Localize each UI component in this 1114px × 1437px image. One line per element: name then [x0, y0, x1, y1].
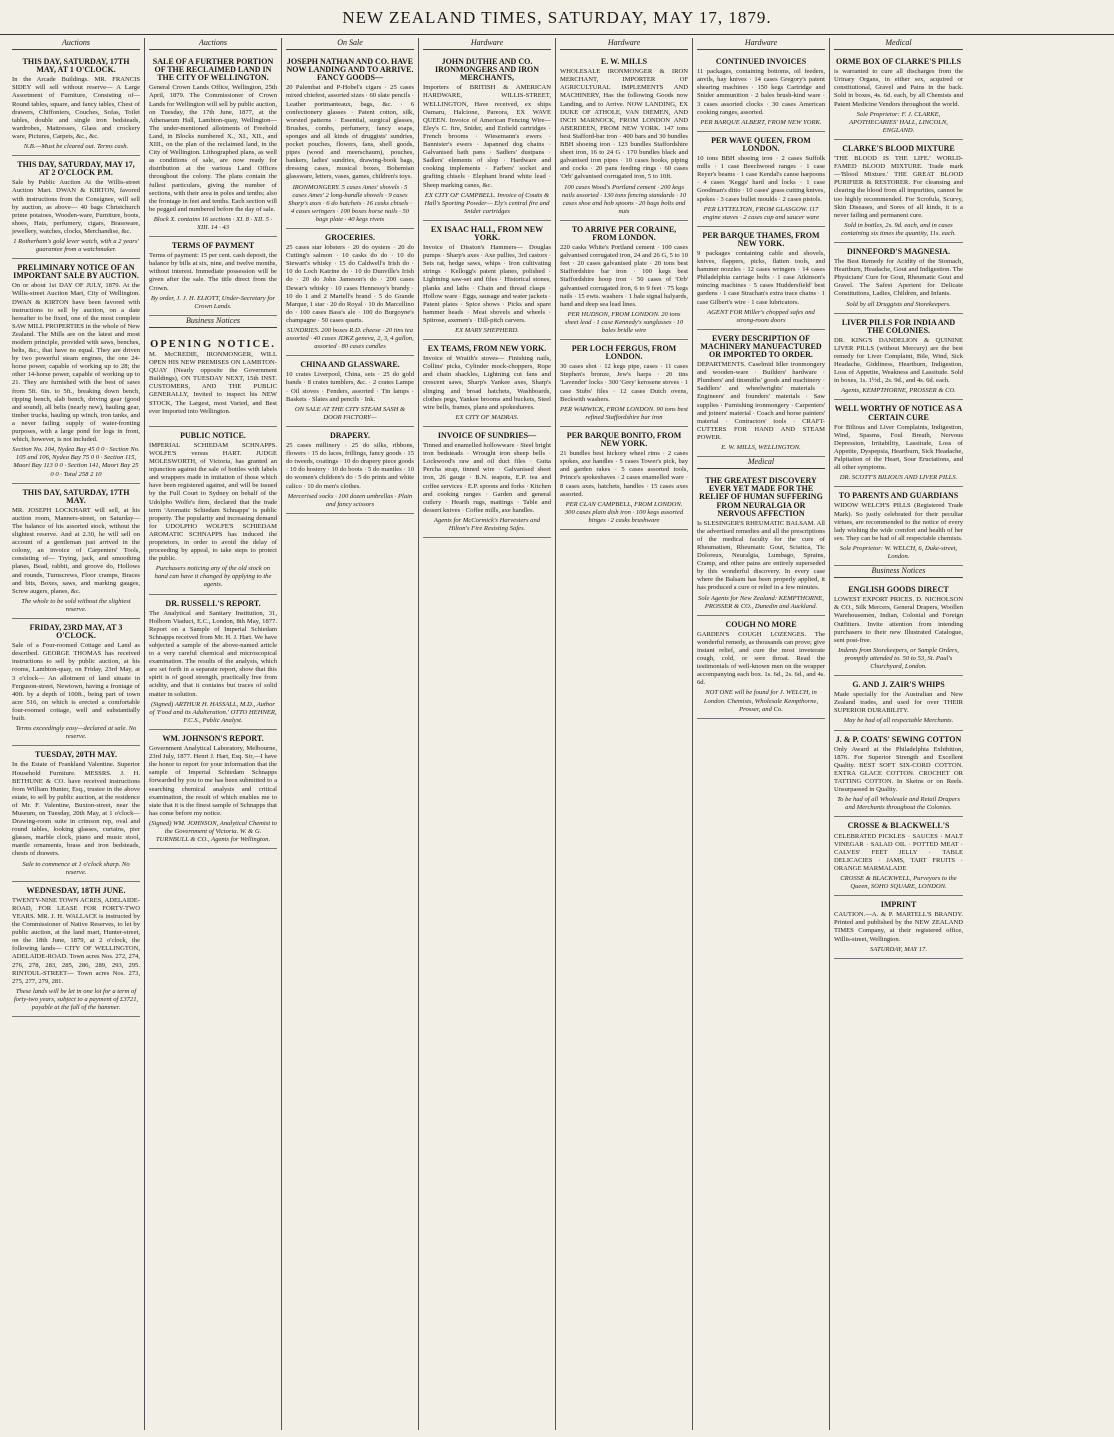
column-heading: Auctions [149, 38, 277, 50]
ad-title: EX TEAMS, FROM NEW YORK. [427, 344, 547, 354]
ad-body: Invoice of Disston's Hammers— Douglas pumps · Sharp's axes · Axe pullies, 3rd castors · Sets rat, hedge saws, whips · Iron cultivating strings · Kellogg's patent planes, polished · Lightning saw-set and files · Historical stones, planks and laths · Chain and thread clasps · Hollow ware · Eggs, sausage and water jackets · Patent plates · Spice shows · Picks and spare hammer heads · Meat shovels and wheels · Spitrose, axemen's · Dill-pitch carvers. [423, 244, 551, 324]
ad-title: DR. RUSSELL'S REPORT. [165, 598, 261, 608]
ad-footnote: Sole Proprietor: W. WELCH, 6, Duke-street, London. [839, 544, 958, 560]
ad-footnote: PER WARWICK, FROM LONDON. 90 tons best refined Staffordshire bar iron [560, 405, 688, 421]
column-heading: Medical [697, 457, 825, 469]
ad-body: CELEBRATED PICKLES · SAUCES · MALT VINEGAR · SALAD OIL · POTTED MEAT · CALVES' FEET JELLY · TABLE DELICACIES · JAMS, TART FRUITS · ORANGE MARMALADE [834, 832, 963, 872]
advertisement [423, 221, 551, 340]
advertisement [286, 427, 414, 514]
ad-footnote: Sale to commence at 1 o'clock sharp. No reserve. [22, 860, 130, 876]
column-7 [830, 38, 967, 1430]
advertisement [834, 243, 963, 314]
ad-body: TWENTY-NINE TOWN ACRES, ADELAIDE-ROAD, FOR LEASE FOR FORTY-TWO YEARS. MR. J. H. WALLACE is instructed by the Commissioner of Native Reserves, to let by public auction, at the land mart, Hunter-street, on the 18th June, 1879, at 2 o'clock, the following lands— CITY OF WELLINGTON, ADELAIDE-ROAD. Town acres Nos. 272, 274, 276, 278, 283, 285, 286, 289, 293, 295. RINTOUL-STREET— Town acres Nos. 273, 275, 277, 279, 281. [12, 896, 140, 985]
ad-footnote: IRONMONGERY. 5 cases Ames' shovels · 5 cases Ames' 2 long-handle shovels · 9 cases Sharp's axes · 6 do hatchets · 16 casks chisels · 4 cases wringers · 100 boxes horse nails · 50 bags plate · 40 kegs rivets [288, 183, 412, 223]
column-5 [556, 38, 693, 1430]
ad-body: 25 cases star lobsters · 20 do oysters · 20 do Cutting's salmon · 10 casks do do · 10 do Stewart's whisky · 15 do Caldwell's Irish do · 10 do Loch Katrine do · 10 do Dunville's Irish do · 20 do John Jameson's do · 200 cases Dewar's whisky · 10 cases Hennessy's brandy · 10 do 1 and 2 Martell's brand · 5 do Grande Marque, 1 star · 20 do Royal · 10 do Marcellino do · 100 cases Bass's ale · 100 do Burgoyne's champagne · 50 cases quarts. [286, 244, 414, 324]
ad-footnote: E. W. MILLS, WELLINGTON. [721, 444, 801, 452]
ad-footnote: PER HUDSON, FROM LONDON. 20 tons sheet lead · 1 case Kennedy's sunglasses · 10 bales bridle wire [564, 310, 684, 334]
advertisement [12, 156, 140, 259]
ad-title: TO ARRIVE PER CORAINE, FROM LONDON. [571, 224, 677, 242]
advertisement [12, 746, 140, 881]
column-heading: Business Notices [149, 316, 277, 328]
ad-title: JOHN DUTHIE AND CO. IRONMONGERS AND IRON MERCHANTS, [434, 57, 539, 83]
ad-body: M. McCREDIE, IRONMONGER, WILL OPEN HIS NEW PREMISES ON LAMBTON-QUAY (Nearly opposite the Government Buildings), ON TUESDAY NEXT, 15th INST. CUSTOMERS, AND THE PUBLIC GENERALLY, Invited to inspect his NEW STOCK, The Largest, most Varied, and Best ever Imported into Wellington. [149, 351, 277, 415]
ad-title: PER LOCH FERGUS, FROM LONDON. [571, 344, 677, 362]
ad-body: Made specially for the Australian and New Zealand trades, and used for over THEIR SUPERIOR DURABILITY. [834, 691, 963, 715]
advertisement [423, 427, 551, 538]
ad-body: 11 packages, containing bottoms, oil feeders, anvils, hay knives · 14 cases Gregory's patent shearing machines · 150 kegs Cartridge and Snider ammunition · 2 bales brush-kind ware · 3 cases assorted clocks · 30 cases American cooking ranges, assorted. [697, 68, 825, 116]
ad-body: 220 casks White's Portland cement · 100 cases galvanised corrugated iron, 24 and 26 G, 5 to 10 feet · 20 cases galvanised plate · 20 tons best Staffordshire bar iron · 100 kegs best Staffordshire hoop iron · 50 cases of 'Orb' galvanised corrugated iron, 6 to 9 feet · 75 kegs nails · 15 ewts. washers · 1 bale signal halyards, hand and deep sea lead lines. [560, 244, 688, 308]
ad-footnote: Sold in bottles, 2s. 9d. each, and in cases containing six times the quantity, 11s. each. [841, 221, 956, 237]
advertisement [12, 484, 140, 619]
advertisement [697, 472, 825, 616]
ad-footnote: Terms exceedingly easy—declared at sale. No reserve. [15, 725, 137, 741]
ad-title: TERMS OF PAYMENT [171, 241, 255, 251]
ad-title: JOSEPH NATHAN AND CO. HAVE NOW LANDING AND TO ARRIVE. FANCY GOODS— [286, 57, 414, 83]
ad-body: WHOLESALE IRONMONGER & IRON MERCHANT, IMPORTER OF AGRICULTURAL IMPLEMENTS AND MACHINERY, Has the following Goods now Landing, and to Arrive. NOW LANDING, EX DUKE OF ATHOLE, VAN DIEMEN, AND INCH MARNOCK, FROM LONDON AND ABERDEEN, FROM NEW YORK. 147 tons best Stafford-bar iron · 400 bars and 30 bundles BBH shoeing iron · 123 bundles Staffordshire sheet iron, 16 to 24 G · 170 bundles black and galvanised iron pipes · 10 cases hooks, piping and cocks · 20 pans feeding rings · 60 cases 'Orb' galvanised corrugated iron, 5 to 10ft. [560, 68, 688, 181]
advertisement [286, 356, 414, 427]
column-heading: Hardware [423, 38, 551, 50]
ad-title: OPENING NOTICE. [150, 338, 276, 350]
ad-footnote: Indents from Storekeepers, or Sample Orders, promptly attended to. 50 to 53, St. Paul's Churchyard, London. [838, 646, 959, 670]
column-heading: Hardware [697, 38, 825, 50]
advertisement [12, 619, 140, 746]
ad-title: THIS DAY, SATURDAY, 17TH MAY, AT 1 O'CLOCK. [22, 57, 130, 75]
ad-body: 30 cases shot · 12 kegs pipe, cases · 11 cases Stephen's bronze, Jew's harps · 20 tins 'Lavender' locks · 300 'Grey' kerosene stoves · 1 case Stubs' files · 12 cases Dutch ovens, Beckwith washers. [560, 363, 688, 403]
ad-footnote: 1 Rotherham's gold lever watch, with a 2 years' guarantee from a watchmaker. [13, 237, 139, 254]
advertisement [12, 882, 140, 1017]
ad-title: EX ISAAC HALL, FROM NEW YORK. [430, 224, 544, 242]
ad-body: DEPARTMENTS. Caselmid Idler ironmongery and wooden-ware · Builders' hardware · Plumbers' and tinsmiths' goods and machinery · Saddlers' and wheelwrights' materials · Engineers' and founders' materials · Saw supplies · Furnishing ironmongery · Carpenters' and joiners' material · Coach and horse painters' material · Contractors' tools · CRAFT-CUTTERS FOR HAND AND STEAM POWER. [697, 361, 825, 441]
advertisement [12, 53, 140, 156]
ad-body: On or about 1st DAY OF JULY, 1879. At the Willis-street Auction Mart, City of Wellington. DWAN & KIRTON have been favored with instructions to sell by auction, on a date hereafter to be fixed, one of the most complete SAW MILL PROPERTIES in the whole of New Zealand. The Mills are on the latest and most modern principle, provided with saws, benches, belts, &c., that have no equal. They are driven by two powerful steam engines, the one 24-horse power, capable of working up to 28; the other 14-horse power, capable of working up to 21. They are furnished with the best of saws from 5ft. 6in. to 5ft., breaking down bench, ripping bench, slab bench, driving gear (good and sound), all belts (nearly new), hauling gear, timber trucks, hauling up winch, iron tanks, and a never failing supply of water-fronting purposes, with a large pond for logs in front, which, however, is not included. [12, 282, 140, 444]
column-heading: Business Notices [834, 566, 963, 578]
ad-footnote: (Signed) WM. JOHNSON, Analytical Chemist to the Government of Victoria. W. & G. TURNBULL & CO., Agents for Wellington. [149, 819, 277, 844]
ad-body: Importers of BRITISH & AMERICAN HARDWARE, WILLIS-STREET, WELLINGTON, Have received, ex ships Oamaru, Halcione, Pareora, EX WAVE QUEEN. Invoice of American Fencing Wire— Eley's C. fire, Snider, and Enfield cartridges · French brooms · Wiesemann's ewers · Bannister's ewers · Japanned dog chains · Galvanised bath pans · Sadlers' dustpans · Sadlers' elements of slop · Hardware and cooking implements · Farbers' socket and grafting chisels · Elephant brand white lead · Sheep marking canes, &c. [423, 84, 551, 189]
advertisement [286, 53, 414, 229]
ad-body: MR. JOSEPH LOCKHART will sell, at his auction room, Manners-street, on Saturday— The balance of his assorted stock, without the slightest reserve. And at 2.30, he will sell on account of a gentleman just arrived in the colony, an invoice of Carpenters' Tools, consisting of— Trying, jack, and smoothing planes, Bead, rabbit, and groove do, Hollows and rounds, Turnscrews, Floor cramps, Braces and bits, Boxes, saws, and marking gauges, Screw augers, planes, &c. [12, 506, 140, 595]
advertisement [12, 259, 140, 483]
ad-body: 21 bundles best hickory wheel rims · 2 cases spokes, axe handles · 5 cases Tower's pick, bay and garden rakes · 5 cases assorted tools, Prince's spokeshaves · 2 cases enamelled ware · 8 cases axes, hatchets, handles · 15 cases axes assorted. [560, 450, 688, 498]
ad-footnote: These lands will be let in one lot for a term of forty-two years, subject to a payment of £3721, payable at the fall of the hammer. [13, 987, 139, 1012]
ad-footnote: Block X. contains 16 sections · XI. 8 · XII. 5 · XIII. 14 · 43 [153, 215, 273, 231]
ad-footnote: Mercerised socks · 100 dozen umbrellas · Plain and fancy scissors [287, 492, 413, 508]
ad-footnote: May be had of all respectable Merchants. [843, 717, 954, 725]
ad-title: ENGLISH GOODS DIRECT [848, 585, 949, 595]
column-heading: Auctions [12, 38, 140, 50]
ad-body: WIDOW WELCH'S PILLS (Registered Trade Mark). So justly celebrated for their peculiar virtues, are recommended to the notice of every lady wishing the wide comfort and health of her sex. They can be had of all respectable chemists. [834, 502, 963, 542]
ad-title: IMPRINT [880, 900, 917, 910]
ad-footnote: N.B.—Must be cleared out. Terms cash. [23, 143, 129, 151]
ad-title: EVERY DESCRIPTION OF MACHINERY MANUFACTURED OR IMPORTED TO ORDER. [700, 333, 822, 359]
ad-title: CONTINUED INVOICES [715, 57, 807, 67]
ad-title: INVOICE OF SUNDRIES— [437, 430, 537, 440]
ad-title: G. AND J. ZAIR'S WHIPS [852, 680, 945, 690]
ad-title: WELL WORTHY OF NOTICE AS A CERTAIN CURE [834, 404, 963, 422]
ad-footnote: Purchasers noticing any of the old stock on hand can have it changed by applying to the agents. [154, 565, 272, 589]
column-3 [282, 38, 419, 1430]
advertisement [834, 676, 963, 730]
ad-footnote: Section No. 104, Nydea Bay 45 0 0 · Section No. 105 and 106, Nydea Bay 75 0 0 · Section 115, Maori Bay 113 0 0 · Section 141, Maori Bay 25 0 0 · Total 258 2 10 [12, 446, 140, 478]
ad-footnote: PER LYTTELTON, FROM GLASGOW. 117 engine staves · 2 cases cup and saucer ware [702, 205, 820, 221]
ad-body: Is SLESINGER'S RHEUMATIC BALSAM. All the advertised remedies and all the prescriptions of the medical faculty for the cure of Rheumatism, Rheumatic Gout, Sciatica, Tic Doloreux, Neuralgia, Lumbago, Sprains, Cramp, and other pains are entirely superseded by this wonderful discovery. In every case where the Balsam has been properly applied, it has produced a cure or relief in a few minutes. [697, 519, 825, 592]
ad-footnote: AGENT FOR Miller's chopped safes and strong-room doors [707, 308, 815, 324]
column-6 [693, 38, 830, 1430]
ad-footnote: EX CITY OF MADRAS. [455, 413, 519, 421]
ad-body: LOWEST EXPORT PRICES. D. NICHOLSON & CO., Silk Mercers, General Drapers, Woollen Warehousemen, Indian, Colonial and Foreign Outfitters. Invite attention from intending purchasers to their new Illustrated Catalogue, sent post-free. [834, 596, 963, 644]
column-heading: On Sale [286, 38, 414, 50]
advertisement [697, 616, 825, 719]
advertisement [834, 487, 963, 566]
ad-footnote: By order, J. J. H. ELIOTT, Under-Secretary for Crown Lands. [150, 294, 276, 310]
ad-footnote: To be had of all Wholesale and Retail Drapers and Merchants throughout the Colonies. [837, 796, 960, 812]
ad-footnote: Agents, KEMPTHORNE, PROSSER & CO. [841, 387, 956, 395]
ad-title: CROSSE & BLACKWELL'S [847, 821, 950, 831]
ad-title: PRELIMINARY NOTICE OF AN IMPORTANT SALE BY AUCTION. [13, 263, 139, 281]
ad-footnote: Agents for McCormick's Harvesters and Hilton's Fire Resisting Safes. [433, 516, 541, 532]
ad-footnote: The whole to be sold without the slightest reserve. [21, 597, 131, 613]
ad-title: DRAPERY. [329, 430, 371, 440]
ad-footnote: NOT ONE will be found for J. WELCH, in London. Chemists, Wholesale Kempthorne, Prosser, and Co. [703, 689, 819, 713]
ad-body: 9 packages containing cable and shovels, knives, flappers, picks, flatten tools, and hammer nozzles · 12 cases wringers · 14 cases Philadelphia carriage bolts · 1 case Atkinson's mincing machines · 5 cases Huddersfield' best gardens · 1 case Strachan's extra trace chains · 1 case Gilbert's wire · 1 case lubricators. [697, 249, 825, 306]
advertisement [697, 132, 825, 227]
ad-footnote: Sole Agents for New Zealand: KEMPTHORNE, PROSSER & CO., Dunedin and Auckland. [698, 594, 824, 610]
ad-title: TUESDAY, 20TH MAY. [35, 750, 117, 760]
ad-body: For Bilious and Liver Complaints, Indigestion, Wind, Spasms, Foul Breath, Nervous Depression, Irritability, Lassitude, Loss of Appetite, Dyspepsia, Heartburn, Sick Headache, Palpitation of the Heart, Sour Eructations, and all other symptoms. [834, 423, 963, 472]
ad-body: Invoice of Wraith's stoves— Finishing nails, Collins' picks, Cylinder mock-choppers, Rope and chain shackles, Lightning cut fans and crescent saws, Sharp's Yankee axes, Sharp's slinging and broad hatchets, Washboards, clothes pegs, Yankee brooms and buckets, Steel wire bells, frames, plans and spokeshaves. [423, 355, 551, 411]
column-4 [419, 38, 556, 1430]
ad-footnote: SUNDRIES. 200 boxes R.D. cheese · 20 tins tea assorted · 40 cases JDKZ geneva, 2, 3, 4 gallon, assorted · 80 cases candles [286, 327, 414, 351]
ad-title: J. & P. COATS' SEWING COTTON [835, 734, 962, 744]
advertisement [834, 581, 963, 676]
ad-body: 10 crates Liverpool, China, sets · 25 do gold bands · 8 crates tumblers, &c. · 2 crates Lampe · Oil stoves · Fenders, assorted · Tin lamps · Baskets · Slates and pencils · Ink. [286, 371, 414, 403]
ad-title: COUGH NO MORE [725, 619, 797, 629]
advertisement [149, 730, 277, 849]
ad-title: PER BARQUE THAMES, FROM NEW YORK. [702, 230, 820, 248]
advertisement [834, 896, 963, 959]
advertisement [834, 53, 963, 140]
ad-title: WEDNESDAY, 18TH JUNE. [26, 885, 126, 895]
ad-title: WM. JOHNSON'S REPORT. [162, 733, 264, 743]
ad-body: In the Arcade Buildings. MR. FRANCIS SIDEY will sell without reserve— A Large Assortment of Furniture, Consisting of— Round tables, square, and fancy tables, Chest of drawers, Chiffoniers, Couches, Sofas, Toilet tables, double and single iron bedsteads, wardrobes, Mattresses, Glass and crockery ware, Pictures, Carpets, &c., &c. [12, 76, 140, 140]
ad-body: 20 Palembat and P-Hobel's cigars · 25 cases mixed chiefest, assorted sizes · 60 slate pencils · Leather portmanteaux, bags, &c. · 6 confectionery glasses · Patent cotton, silk, worsted patterns · Essential, surgical glasses, Brushes, combs, perfumery, fancy soaps, sponges and all kinds of druggists' sundries, pocket pouches, flowers, fans, shell goods, pipes (wood and meerschaum), pouches, bankers, ladies' sundries, drawing-book bags, dressing cases, musical boxes, Bohemian glassware, letters, vases, games, children's toys. [286, 84, 414, 181]
ad-title: THE GREATEST DISCOVERY EVER YET MADE FOR THE RELIEF OF HUMAN SUFFERING FROM NEURALGIA OR NERVOUS AFFECTION [699, 476, 823, 518]
ad-title: THIS DAY, SATURDAY, MAY 17, AT 2 O'CLOCK P.M. [17, 160, 135, 178]
ad-title: GROCERIES. [324, 232, 375, 242]
ad-body: Only Award at the Philadelphia Exhibition, 1876. For Superior Strength and Excellent Quality. BEST SOFT SIX-CORD COTTON. EXTRA GLACE COTTON. CROCHET OR TATTING COTTON. In Skeins or on Reels. Unsurpassed in Quality. [834, 745, 963, 794]
ad-footnote: PER BARQUE ALBERT, FROM NEW YORK. [700, 118, 822, 126]
ad-body: DR. KING'S DANDELION & QUININE LIVER PILLS (without Mercury) are the best remedy for Liver Complaint, Bile, Wind, Sick Headache, Giddiness, Heartburn, Indigestion, Loss of Appetite, Weakness and Lassitude. Sold in boxes, 1s. 1½d., 2s. 9d., and 4s. 6d. each. [834, 336, 963, 385]
ad-footnote: PER CLAN CAMPBELL, FROM LONDON. 300 cases plain dish iron · 100 kegs assorted hinges · 2 casks brushware [564, 500, 684, 524]
ad-footnote: 100 cases Wood's Portland cement · 200 kegs nails assorted · 130 tons fencing standards · 10 cases shoe and hob spoons · 20 bags bolts and nuts [561, 183, 687, 215]
ad-footnote: SATURDAY, MAY 17. [869, 945, 928, 953]
ad-body: Tinned and enamelled hollowware · Steel bright iron bedsteads · Wrought iron sheep bells · Lockwood's raw and oil duct files · Gutta Percha strap, tinned wire · Galvanised sheet iron, 26 gauge · B.N. teapots, E.P. tea and coffee services · E.P. spoons and forks · Kitchen and cooking ranges · Garden and general cutlery · Hearth rugs, mattings · Table and dessert knives · Coffee mills, axe handles. [423, 442, 551, 514]
advertisement [834, 731, 963, 818]
advertisement [149, 595, 277, 730]
ad-footnote: EX MARY SHEPHERD. [455, 327, 519, 334]
ad-footnote: Sold by all Druggists and Storekeepers. [846, 300, 951, 308]
advertisement [834, 314, 963, 401]
ad-footnote: CROSSE & BLACKWELL, Purveyors to the Queen, SOHO SQUARE, LONDON. [840, 874, 957, 891]
advertisement [834, 140, 963, 243]
ad-body: CAUTION.—A. & P. MARTELL'S BRANDY. Printed and published by the NEW ZEALAND TIMES Company, at their registered office, Willis-street, Wellington. [834, 911, 963, 943]
ad-body: 25 cases millinery · 25 do silks, ribbons, flowers · 15 do laces, frillings, fancy goods · 15 do tweeds, coatings · 10 do drapery piece goods · 10 do hosiery · 10 do boots · 5 do mantles · 10 do women's children's do · 5 do prints and white calico · 10 do men's clothes. [286, 442, 414, 490]
ad-title: PER WAVE QUEEN, FROM LONDON. [711, 135, 811, 153]
column-2 [145, 38, 282, 1430]
ad-body: Sale of a Four-roomed Cottage and Land as described. GEORGE THOMAS has received instructions to sell by public auction, at his rooms, Lambton-quay, on Friday, 23rd May, at 3 o'clock— An allotment of land situate in Ferguson-street, Newtown, having a frontage of 40ft. by a depth of 100ft., being part of town acre 516, on which is erected a comfortable four-roomed cottage, well and substantially built. [12, 642, 140, 723]
ad-title: LIVER PILLS FOR INDIA AND THE COLONIES. [841, 317, 956, 335]
column-heading: Hardware [560, 38, 688, 50]
advertisement [560, 427, 688, 530]
ad-footnote: ON SALE AT THE CITY STEAM SASH & DOOR FACTORY— [294, 405, 406, 421]
advertisement [149, 331, 277, 427]
ad-body: Sale by Public Auction At the Willis-street Auction Mart. DWAN & KIRTON, favored with instructions from the Consignee, will sell by auction, as above— 40 bags Christchurch prime potatoes, Wooden-ware, Furniture, boots, shoes, Hats, perfumery, cigars, Brassware, jewellery, watches, clocks, Merchandise, &c. [12, 179, 140, 235]
advertisement [423, 340, 551, 427]
ad-body: 10 tons BBH shoeing iron · 2 cases Suffolk mills · 1 case Beechwood ranges · 1 case Reyer's beams · 1 case Kendal's canoe harpoons · 4 cases 'Keggs' hard and locks · 1 case Goodman's ditto · 10 cases' grass cutting knives, spokes · 3 cases bullet moulds · 2 cases pistols. [697, 155, 826, 203]
column-1 [8, 38, 145, 1430]
ad-body: The Analytical and Sanitary Institution, 31, Holborn Viaduct, E.C., London, 8th May, 1877. Report on a Sample of Imperial Schiedam Schnapps received from Mr. H. J. Hart. We have subjected a sample of the above-named article to a very careful chemical and microscopical examination. The results of the analysis, which are set forth in a separate report, show that this spirit is of good strength, practically free from acidity, and that it contains but traces of solid matter in solution. [149, 609, 277, 698]
ad-title: CHINA AND GLASSWARE. [300, 360, 400, 370]
ad-body: GARDEN'S COUGH LOZENGES. The wonderful remedy, as thousands can prove; give instant relief, and cure the most inveterate cough, cold, or sore throat. Read the testimonials of well-known men on the wrapper accompanying each box. 1s. 6d., 2s. 6d., and 4s. 6d. [697, 630, 825, 687]
advertisement [834, 817, 963, 896]
advertisement [834, 400, 963, 487]
advertisement [149, 237, 277, 316]
ad-body: The Best Remedy for Acidity of the Stomach, Heartburn, Headache, Gout and Indigestion. The Physicians' Cure for Gout, Rheumatic Gout and Gravel. The Safest Aperient for Delicate Constitutions, Ladies, Children, and Infants. [834, 258, 963, 298]
column-heading: Medical [834, 38, 963, 50]
ad-body: General Crown Lands Office, Wellington, 25th April, 1879. The Commissioner of Crown Lands for Wellington will sell by public auction, on Tuesday, the 17th June, 1877, at the Athenaeum Hall, Lambton-quay, Wellington— The under-mentioned allotments of Freehold Land, in Blocks numbered X., XI., XII., and XIII., on the plan of the reclaimed land, in the City of Wellington. Lithographed plans, as well as conditions of sale, are now ready for distribution at the various Land Offices throughout the colony. The plans contain the fullest particulars, giving the number of sections, with their area in poles and tenths; also the frontage in feet and tenths. Each section will be pegged and numbered before the day of sale. [149, 84, 277, 213]
ad-title: FRIDAY, 23RD MAY, AT 3 O'CLOCK. [29, 623, 123, 641]
advertisement [423, 53, 551, 221]
ad-footnote: (Signed) ARTHUR H. HASSALL, M.D., Author of 'Food and its Adulteration.' OTTO HEHNER, F.C.S., Public Analyst. [149, 700, 277, 724]
ad-body: Government Analytical Laboratory, Melbourne, 23rd July, 1877. Henri J. Hart, Esq. Sir,—I have the honor to report for your information that the sample of Imperial Schiedam Schnapps forwarded by you to me has been submitted to a searching chemical analysis and critical examination, the result of which enables me to state that it is the finest sample of Schnapps that has come before my notice. [149, 745, 277, 817]
advertisement [560, 221, 688, 340]
ad-title: PUBLIC NOTICE. [180, 430, 246, 440]
ad-footnote: EX CITY OF CAMPBELL. Invoice of Coutts & Hall's Sporting Powder— Ely's central fire and Snider cartridges [424, 191, 550, 215]
ad-title: E. W. MILLS [600, 57, 648, 67]
ad-body: In the Estate of Frankland Valentine. Superior Household Furniture. MESSRS. J. H. BETHUNE & CO. have received instructions from William Hunter, Esq., trustee in the above estate, to sell by public auction, at the residence of Mr. F. Valentine, Buxton-street, near the Museum, on Tuesday, 20th May, at 1 o'clock— Drawing-room suite in crimson rep, oval and round tables, looking glasses, curtains, pier glasses, marble clock, piano and music stool, mantle ornaments, brass and iron bedsteads, chests of drawers. [12, 761, 140, 858]
ad-body: Terms of payment: 15 per cent. cash deposit, the balance by bills at six, nine, and twelve months, without interest. Immediate possession will be given after the sale. The title direct from the Crown. [149, 252, 277, 292]
advertisement [697, 53, 825, 132]
advertisement [560, 340, 688, 427]
ad-body: IMPERIAL SCHIEDAM SCHNAPPS. WOLFE'S versus HART. JUDGE MOLESWORTH, of Victoria, has granted an injunction against the sale of bottles with labels and wrappers made in imitation of those which have been registered against, and will be issued by the Full Court to Sydney on behalf of the Udolpho Wolfe's firm, declared that the trade term 'Aromatic Schiedam Schnapps' is public property. The popularity and increasing demand for UDOLPHO WOLFE'S SCHIEDAM AROMATIC SCHNAPPS has induced the proprietors, in order to avoid the delay of proceeding by appeal, to take steps to protect the public. [149, 441, 277, 563]
columns-container [8, 38, 1106, 1430]
ad-body: 'THE BLOOD IS THE LIFE.' WORLD-FAMED BLOOD MIXTURE. Trade mark—'Blood Mixture.' THE GREAT BLOOD PURIFIER & RESTORER. For cleansing and clearing the blood from all impurities, cannot be too highly recommended. For Scrofula, Scurvy, Skin Diseases, and Sores of all kinds, it is a never failing and permanent cure. [834, 155, 963, 219]
advertisement [286, 229, 414, 356]
ad-body: is warranted to cure all discharges from the Urinary Organs, in either sex, acquired or constitutional, Gravel and Pains in the back. Sold in boxes, 4s. 6d. each, by all Chemists and Patent Medicine Vendors throughout the world. [834, 68, 963, 108]
ad-title: ORME BOX OF CLARKE'S PILLS [835, 57, 962, 67]
ad-title: SALE OF A FURTHER PORTION OF THE RECLAIMED LAND IN THE CITY OF WELLINGTON. [152, 57, 274, 83]
ad-footnote: DR. SCOTT'S BILIOUS AND LIVER PILLS. [839, 474, 958, 482]
advertisement [149, 53, 277, 237]
ad-title: CLARKE'S BLOOD MIXTURE [842, 143, 955, 153]
advertisement [149, 427, 277, 595]
ad-title: DINNEFORD'S MAGNESIA. [846, 246, 951, 256]
advertisement [697, 330, 825, 457]
advertisement [560, 53, 688, 221]
advertisement [697, 227, 825, 330]
ad-footnote: Sole Proprietor: F. J. CLARKE, APOTHECARIES' HALL, LINCOLN, ENGLAND. [849, 110, 948, 134]
masthead: NEW ZEALAND TIMES, SATURDAY, MAY 17, 1879. [0, 8, 1114, 35]
ad-title: PER BARQUE BONITO, FROM NEW YORK. [566, 430, 682, 449]
ad-title: TO PARENTS AND GUARDIANS [838, 491, 959, 501]
ad-title: THIS DAY, SATURDAY, 17TH MAY. [22, 487, 130, 505]
